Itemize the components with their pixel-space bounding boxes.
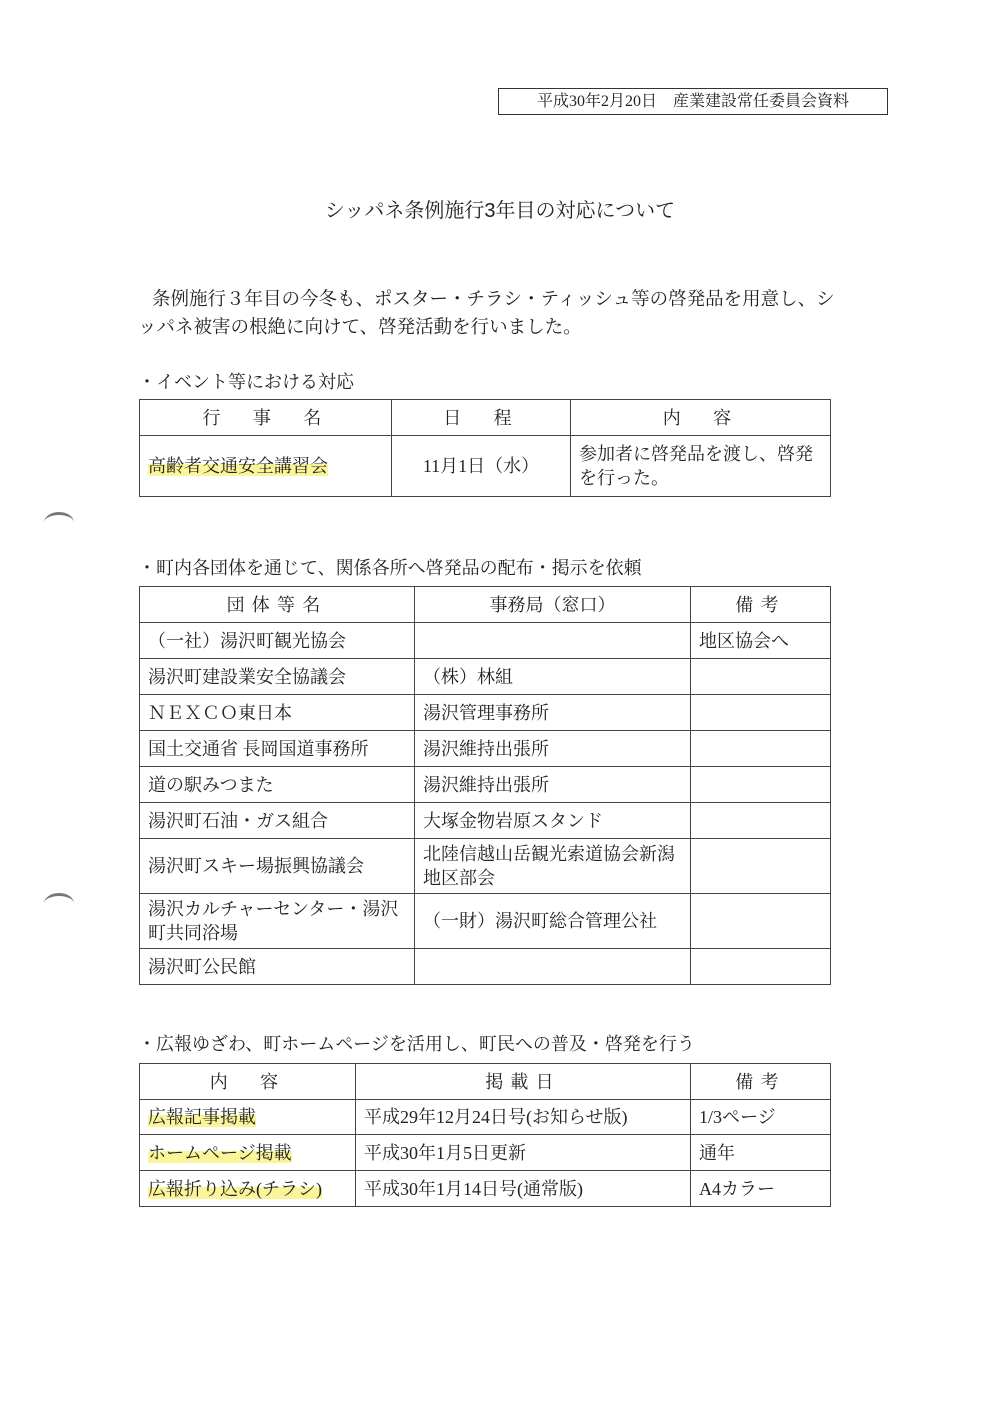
intro-line: 条例施行３年目の今冬も、ポスター・チラシ・ティッシュ等の啓発品を用意し、シ xyxy=(152,290,835,310)
section2-heading: ・町内各団体を通じて、関係各所へ啓発品の配布・掲示を依頼 xyxy=(138,558,642,578)
table-row xyxy=(140,894,831,949)
cell: 湯沢町石油・ガス組合 xyxy=(140,803,415,839)
cell: 通年 xyxy=(691,1135,831,1171)
table-header-row xyxy=(140,587,831,623)
table-row xyxy=(140,1171,831,1207)
column-header: 行 事 名 xyxy=(140,400,392,436)
column-header: 日 程 xyxy=(392,400,571,436)
table-row xyxy=(140,695,831,731)
highlighted-text: ホームページ掲載 xyxy=(148,1142,292,1163)
table-header-row xyxy=(140,1064,831,1100)
cell xyxy=(140,1171,356,1207)
cell: 湯沢維持出張所 xyxy=(415,767,691,803)
table-row xyxy=(140,623,831,659)
column-header: 事務局（窓口） xyxy=(415,587,691,623)
highlighted-text: 広報記事掲載 xyxy=(148,1107,256,1127)
intro-line: ッパネ被害の根絶に向けて、啓発活動を行いました。 xyxy=(138,318,582,338)
table-row xyxy=(140,659,831,695)
punch-hole-icon xyxy=(44,512,74,533)
cell xyxy=(140,1100,356,1135)
cell xyxy=(691,659,831,695)
cell: 平成29年12月24日号(お知らせ版) xyxy=(356,1100,691,1135)
table-row xyxy=(140,731,831,767)
column-header: 団体等名 xyxy=(140,587,415,623)
cell xyxy=(140,436,392,497)
cell: 大塚金物岩原スタンド xyxy=(415,803,691,839)
publicity-table xyxy=(139,1063,831,1207)
cell: 平成30年1月14日号(通常版) xyxy=(356,1171,691,1207)
highlighted-text: 広報折り込み(チラシ) xyxy=(148,1178,322,1199)
intro-paragraph xyxy=(138,286,858,342)
cell xyxy=(415,623,691,659)
cell: 湯沢町建設業安全協議会 xyxy=(140,659,415,695)
cell: （一財）湯沢町総合管理公社 xyxy=(415,894,691,949)
cell: 11月1日（水） xyxy=(392,436,571,497)
cell: （株）林組 xyxy=(415,659,691,695)
cell: 湯沢カルチャーセンター・湯沢町共同浴場 xyxy=(140,894,415,949)
table-header-row xyxy=(140,400,831,436)
header-note: 平成30年2月20日 産業建設常任委員会資料 xyxy=(498,88,888,115)
cell xyxy=(691,949,831,985)
cell: 湯沢管理事務所 xyxy=(415,695,691,731)
cell: A4カラー xyxy=(691,1171,831,1207)
cell: 国土交通省 長岡国道事務所 xyxy=(140,731,415,767)
cell: 1/3ページ xyxy=(691,1100,831,1135)
punch-hole-icon xyxy=(44,893,74,914)
table-row xyxy=(140,1100,831,1135)
cell: 道の駅みつまた xyxy=(140,767,415,803)
table-row xyxy=(140,839,831,894)
table-row xyxy=(140,1135,831,1171)
cell: 北陸信越山岳観光索道協会新潟地区部会 xyxy=(415,839,691,894)
cell: （一社）湯沢町観光協会 xyxy=(140,623,415,659)
table-row xyxy=(140,803,831,839)
column-header: 備考 xyxy=(691,1064,831,1100)
column-header: 備考 xyxy=(691,587,831,623)
organizations-table xyxy=(139,586,831,985)
cell xyxy=(691,839,831,894)
highlighted-text: 高齢者交通安全講習会 xyxy=(148,456,328,476)
cell xyxy=(691,803,831,839)
column-header: 内 容 xyxy=(571,400,831,436)
cell: 湯沢維持出張所 xyxy=(415,731,691,767)
cell xyxy=(691,767,831,803)
cell: ＮＥＸＣＯ東日本 xyxy=(140,695,415,731)
table-row xyxy=(140,436,831,497)
cell xyxy=(140,1135,356,1171)
table-row xyxy=(140,949,831,985)
cell: 湯沢町公民館 xyxy=(140,949,415,985)
cell: 湯沢町スキー場振興協議会 xyxy=(140,839,415,894)
cell xyxy=(691,731,831,767)
section3-heading: ・広報ゆざわ、町ホームページを活用し、町民への普及・啓発を行う xyxy=(138,1034,695,1054)
column-header: 掲載日 xyxy=(356,1064,691,1100)
cell: 参加者に啓発品を渡し、啓発を行った。 xyxy=(571,436,831,497)
page-title: シッパネ条例施行3年目の対応について xyxy=(324,200,676,222)
cell xyxy=(691,894,831,949)
cell xyxy=(691,695,831,731)
cell xyxy=(415,949,691,985)
table-row xyxy=(140,767,831,803)
cell: 地区協会へ xyxy=(691,623,831,659)
column-header: 内 容 xyxy=(140,1064,356,1100)
section1-heading: ・イベント等における対応 xyxy=(138,372,354,392)
cell: 平成30年1月5日更新 xyxy=(356,1135,691,1171)
events-table xyxy=(139,399,831,497)
